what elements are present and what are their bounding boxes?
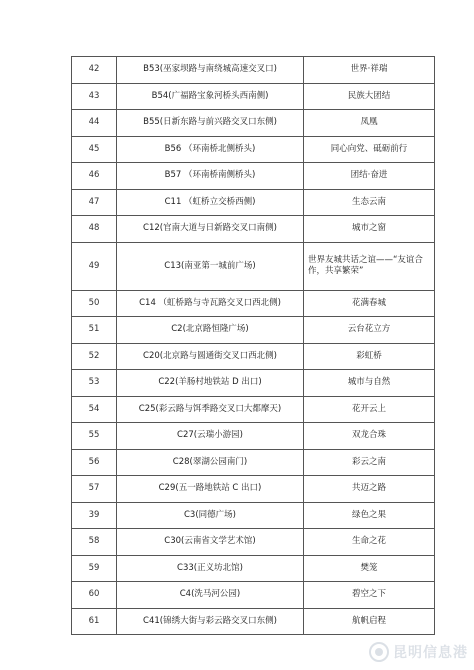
row-number: 58: [72, 529, 117, 556]
watermark-text: 昆明信息港: [393, 645, 468, 661]
table-row: [72, 136, 435, 163]
table-row: [72, 189, 435, 216]
row-location: C12(官南大道与日新路交叉口南侧): [117, 216, 304, 243]
table-row: [72, 216, 435, 243]
row-location: C4(洗马河公园): [117, 582, 304, 609]
table-row: [72, 423, 435, 450]
row-location: B54(广福路宝象河桥头西南侧): [117, 83, 304, 110]
table-row: [72, 502, 435, 529]
table-row: [72, 317, 435, 344]
row-sculpture-name: 民族大团结: [304, 83, 435, 110]
row-sculpture-name: 城市与自然: [304, 370, 435, 397]
table-row: [72, 555, 435, 582]
row-number: 55: [72, 423, 117, 450]
row-location: C27(云瑞小游园): [117, 423, 304, 450]
row-location: C11 （虹桥立交桥西侧): [117, 189, 304, 216]
row-location: B55(日新东路与前兴路交叉口东侧): [117, 110, 304, 137]
table-body: [72, 57, 435, 635]
row-sculpture-name: 樊笼: [304, 555, 435, 582]
table-row: [72, 608, 435, 635]
row-location: C22(羊肠村地铁站 D 出口): [117, 370, 304, 397]
row-number: 54: [72, 396, 117, 423]
sculpture-table: [71, 56, 435, 635]
table-row: [72, 476, 435, 503]
row-sculpture-name: 生命之花: [304, 529, 435, 556]
row-sculpture-name: 生态云南: [304, 189, 435, 216]
row-number: 47: [72, 189, 117, 216]
row-number: 59: [72, 555, 117, 582]
row-location: C13(南亚第一城前广场): [117, 242, 304, 290]
row-sculpture-name: 凤凰: [304, 110, 435, 137]
row-sculpture-name: 世界·祥瑞: [304, 57, 435, 84]
row-number: 45: [72, 136, 117, 163]
watermark-logo-icon: [369, 642, 389, 662]
row-number: 44: [72, 110, 117, 137]
row-number: 56: [72, 449, 117, 476]
table-row: [72, 57, 435, 84]
table-row: [72, 343, 435, 370]
row-sculpture-name: 碧空之下: [304, 582, 435, 609]
row-number: 61: [72, 608, 117, 635]
row-location: C30(云南省文学艺术馆): [117, 529, 304, 556]
row-sculpture-name: 共迈之路: [304, 476, 435, 503]
row-sculpture-name: 彩虹桥: [304, 343, 435, 370]
row-location: B53(巫家坝路与南绕城高速交叉口): [117, 57, 304, 84]
row-sculpture-name: 城市之窗: [304, 216, 435, 243]
table-row: [72, 110, 435, 137]
row-number: 57: [72, 476, 117, 503]
row-number: 43: [72, 83, 117, 110]
row-number: 50: [72, 290, 117, 317]
watermark: [369, 642, 468, 662]
table-row: [72, 290, 435, 317]
row-sculpture-name: 花满春城: [304, 290, 435, 317]
row-sculpture-name: 彩云之南: [304, 449, 435, 476]
row-location: C29(五一路地铁站 C 出口): [117, 476, 304, 503]
row-sculpture-name: 团结·奋进: [304, 163, 435, 190]
row-number: 49: [72, 242, 117, 290]
row-sculpture-name: 双龙合珠: [304, 423, 435, 450]
row-sculpture-name: 云台花立方: [304, 317, 435, 344]
row-number: 52: [72, 343, 117, 370]
row-location: C2(北京路恒隆广场): [117, 317, 304, 344]
table-row: [72, 529, 435, 556]
table-row: [72, 242, 435, 290]
row-location: C28(翠湖公园南门): [117, 449, 304, 476]
row-sculpture-name: 同心向党、砥砺前行: [304, 136, 435, 163]
table-row: [72, 582, 435, 609]
row-sculpture-name: 航帆启程: [304, 608, 435, 635]
table-row: [72, 163, 435, 190]
row-number: 51: [72, 317, 117, 344]
table-row: [72, 370, 435, 397]
row-sculpture-name: 绿色之果: [304, 502, 435, 529]
table-row: [72, 396, 435, 423]
row-location: B56 （环南桥北侧桥头): [117, 136, 304, 163]
row-location: B57 （环南桥南侧桥头): [117, 163, 304, 190]
table-row: [72, 449, 435, 476]
row-location: C33(正义坊北馆): [117, 555, 304, 582]
table-row: [72, 83, 435, 110]
row-sculpture-name: 花开云上: [304, 396, 435, 423]
row-location: C41(锦绣大街与彩云路交叉口东侧): [117, 608, 304, 635]
row-location: C14 （虹桥路与寺瓦路交叉口西北侧): [117, 290, 304, 317]
row-number: 60: [72, 582, 117, 609]
row-number: 48: [72, 216, 117, 243]
row-location: C20(北京路与圆通街交叉口西北侧): [117, 343, 304, 370]
row-sculpture-name: 世界友城共话之谊——“友谊合作，共享繁荣”: [304, 242, 435, 290]
row-location: C3(同德广场): [117, 502, 304, 529]
row-number: 39: [72, 502, 117, 529]
row-number: 46: [72, 163, 117, 190]
row-number: 53: [72, 370, 117, 397]
row-number: 42: [72, 57, 117, 84]
row-location: C25(彩云路与饵季路交叉口大都摩天): [117, 396, 304, 423]
